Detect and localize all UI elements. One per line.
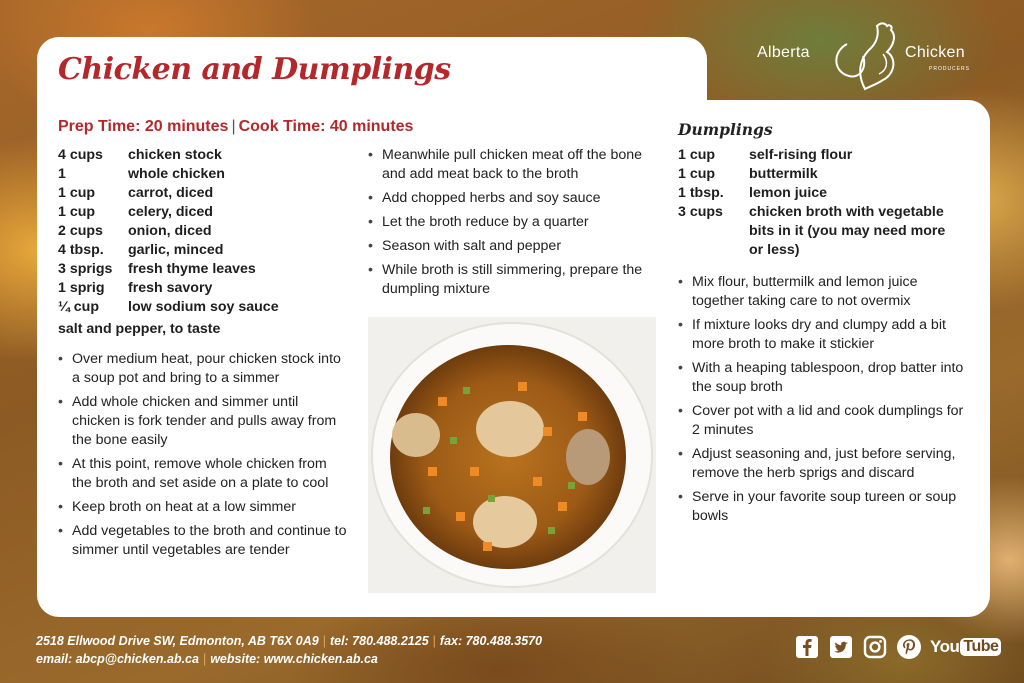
- prep-time: Prep Time: 20 minutes: [58, 118, 229, 135]
- logo-word-right: Chicken: [905, 44, 965, 61]
- ingredient-row: [58, 298, 279, 317]
- list-item: • With a heaping tablespoon, drop batter into the soup broth: [678, 359, 968, 397]
- list-item: • Adjust seasoning and, just before serving, remove the herb sprigs and discard: [678, 445, 968, 483]
- list-item: • Cover pot with a lid and cook dumplings for 2 minutes: [678, 402, 968, 440]
- footer-separator: |: [432, 634, 436, 648]
- list-item: • If mixture looks dry and clumpy add a bit more broth to make it stickier: [678, 316, 968, 354]
- ingredient-row: [678, 165, 968, 184]
- ingredient-row: [678, 146, 968, 165]
- contact-footer: [36, 632, 542, 668]
- ingredient-row: [58, 222, 279, 241]
- ingredient-item: whole chicken: [128, 166, 225, 182]
- youtube-you: You: [930, 637, 960, 656]
- list-item: • Meanwhile pull chicken meat off the bone and add meat back to the broth: [368, 146, 653, 184]
- ingredient-qty: 1 tbsp.: [678, 185, 724, 201]
- salt-pepper-line: salt and pepper, to taste: [58, 321, 221, 337]
- list-item: • Add vegetables to the broth and continue to simmer until vegetables are tender: [58, 522, 348, 560]
- ingredient-item: onion, diced: [128, 223, 212, 239]
- youtube-tube: Tube: [960, 638, 1001, 656]
- alberta-chicken-logo: [757, 14, 977, 94]
- social-icons: [794, 634, 1001, 660]
- chicken-logo-icon: [827, 14, 907, 94]
- ingredient-item: garlic, minced: [128, 242, 224, 258]
- ingredient-qty: 1: [58, 166, 66, 182]
- prep-cook-times: [58, 118, 413, 136]
- list-item: • Keep broth on heat at a low simmer: [58, 498, 348, 517]
- ingredient-item: low sodium soy sauce: [128, 299, 279, 315]
- recipe-title: Chicken and Dumplings: [58, 52, 451, 87]
- ingredient-item: self-rising flour: [749, 147, 853, 163]
- ingredient-item: fresh thyme leaves: [128, 261, 256, 277]
- ingredient-qty: 1 cup: [58, 185, 96, 201]
- dumplings-ingredients: [678, 146, 968, 260]
- ingredient-item: chicken stock: [128, 147, 222, 163]
- instagram-icon[interactable]: [862, 634, 888, 660]
- footer-separator: |: [322, 634, 326, 648]
- ingredient-item: celery, diced: [128, 204, 213, 220]
- ingredient-row: [58, 260, 279, 279]
- ingredient-qty: 1 sprig: [58, 280, 105, 296]
- ingredient-qty: 4 cups: [58, 147, 103, 163]
- ingredient-row: [58, 279, 279, 298]
- times-separator: |: [231, 118, 236, 135]
- ingredient-qty: 1 cup: [678, 166, 716, 182]
- ingredient-row: [58, 241, 279, 260]
- ingredient-row: [678, 184, 968, 203]
- ingredient-row: [58, 165, 279, 184]
- ingredient-row: [678, 203, 968, 260]
- logo-sub: PRODUCERS: [929, 66, 970, 72]
- list-item: • While broth is still simmering, prepare the dumpling mixture: [368, 261, 653, 299]
- ingredient-qty: 1 cup: [58, 204, 96, 220]
- cook-time: Cook Time: 40 minutes: [238, 118, 414, 135]
- list-item: • Let the broth reduce by a quarter: [368, 213, 653, 232]
- footer-fax: fax: 780.488.3570: [439, 634, 543, 648]
- list-item: • Over medium heat, pour chicken stock into a soup pot and bring to a simmer: [58, 350, 348, 388]
- footer-line-1: [36, 632, 542, 650]
- footer-line-2: [36, 650, 542, 668]
- ingredient-qty: 3 cups: [678, 204, 723, 220]
- ingredient-item: lemon juice: [749, 185, 828, 201]
- youtube-icon[interactable]: [930, 637, 1001, 657]
- steps-column-2: [368, 146, 653, 304]
- dumplings-steps: [678, 273, 968, 531]
- footer-separator: |: [202, 652, 207, 666]
- footer-email[interactable]: email: abcp@chicken.ab.ca: [36, 652, 199, 666]
- logo-word-left: Alberta: [757, 44, 810, 61]
- twitter-icon[interactable]: [828, 634, 854, 660]
- footer-tel[interactable]: tel: 780.488.2125: [329, 634, 429, 648]
- ingredient-item: chicken broth with vegetable bits in it (you may need more or less): [749, 204, 946, 258]
- list-item: • At this point, remove whole chicken from the broth and set aside on a plate to cool: [58, 455, 348, 493]
- ingredient-row: [58, 184, 279, 203]
- list-item: • Season with salt and pepper: [368, 237, 653, 256]
- ingredients-list: [58, 146, 279, 317]
- pinterest-icon[interactable]: [896, 634, 922, 660]
- ingredient-item: buttermilk: [749, 166, 818, 182]
- ingredient-qty: 4 tbsp.: [58, 242, 104, 258]
- soup-photo: [368, 317, 656, 593]
- footer-website[interactable]: website: www.chicken.ab.ca: [210, 652, 378, 666]
- ingredient-qty: 1 cup: [678, 147, 716, 163]
- list-item: • Add whole chicken and simmer until chicken is fork tender and pulls away from the bone easily: [58, 393, 348, 450]
- soup-bowl-image: [368, 317, 656, 593]
- list-item: • Serve in your favorite soup tureen or soup bowls: [678, 488, 968, 526]
- facebook-icon[interactable]: [794, 634, 820, 660]
- list-item: • Add chopped herbs and soy sauce: [368, 189, 653, 208]
- ingredient-qty: ¼ cup: [58, 299, 99, 315]
- ingredient-qty: 2 cups: [58, 223, 103, 239]
- ingredient-qty: 3 sprigs: [58, 261, 113, 277]
- footer-address: 2518 Ellwood Drive SW, Edmonton, AB T6X 0A9: [36, 634, 319, 648]
- dumplings-title: Dumplings: [678, 120, 773, 139]
- ingredient-item: fresh savory: [128, 280, 213, 296]
- steps-column-1: [58, 350, 348, 565]
- ingredient-item: carrot, diced: [128, 185, 214, 201]
- list-item: • Mix flour, buttermilk and lemon juice together taking care to not overmix: [678, 273, 968, 311]
- ingredient-row: [58, 146, 279, 165]
- ingredient-row: [58, 203, 279, 222]
